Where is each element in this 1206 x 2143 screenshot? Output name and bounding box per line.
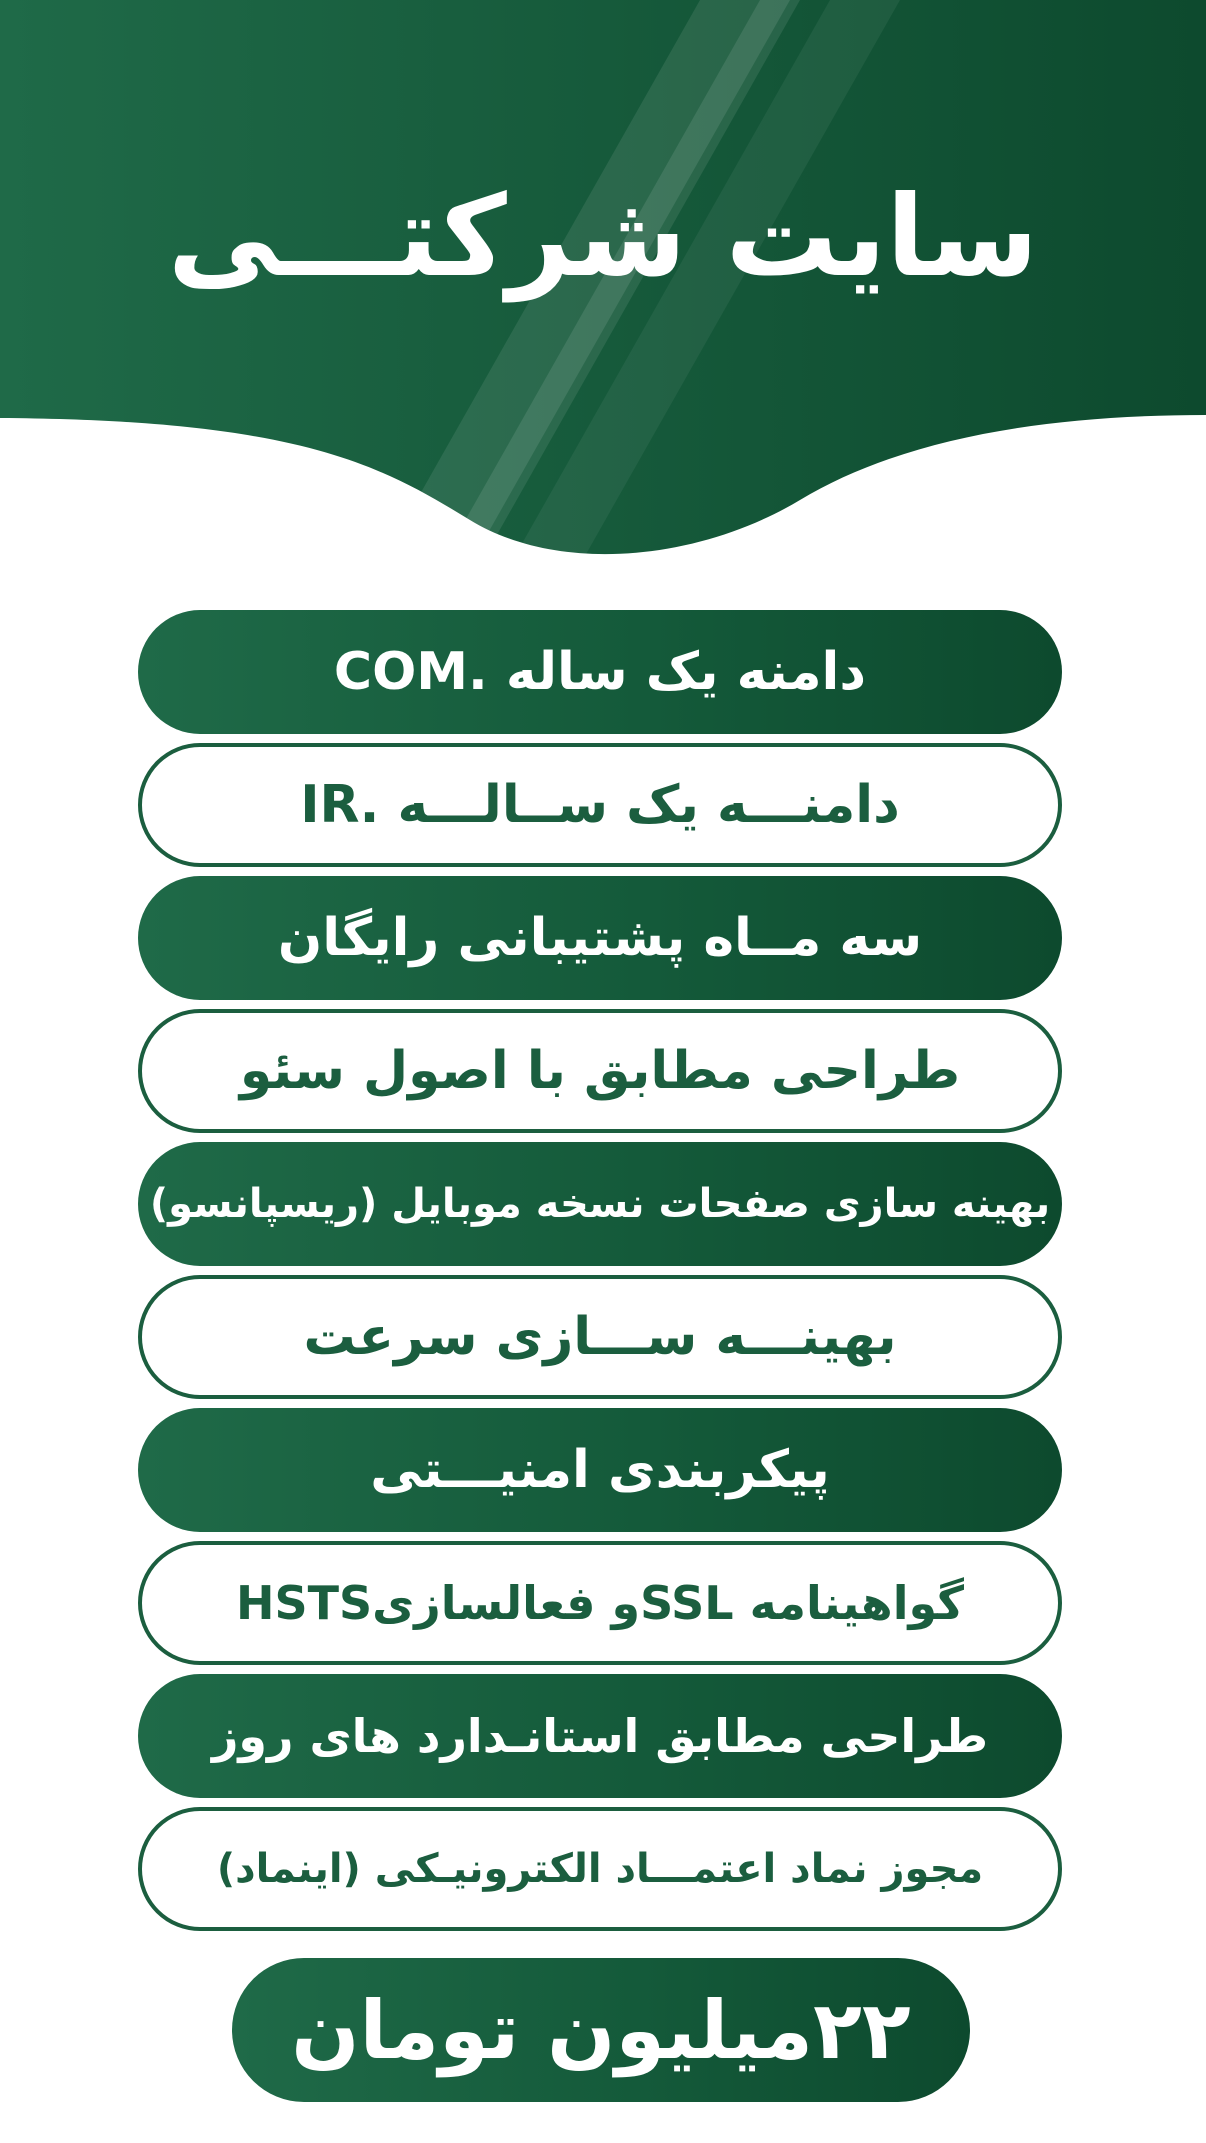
- feature-mobile-responsive: بهینه سازی صفحات نسخه موبایل (ریسپانسو): [138, 1142, 1062, 1266]
- header-banner: [0, 0, 1206, 600]
- feature-ir-domain: دامنـــه یک ســالـــه .IR: [138, 743, 1062, 867]
- feature-speed-optimization: بهینـــه ســـازی سرعت: [138, 1275, 1062, 1399]
- feature-com-domain: دامنه یک ساله .COM: [138, 610, 1062, 734]
- feature-security-config: پیکربندی امنیـــتی: [138, 1408, 1062, 1532]
- feature-enamad: مجوز نماد اعتمـــاد الکترونیـکی (اینماد): [138, 1807, 1062, 1931]
- feature-list: [138, 610, 1062, 1940]
- feature-seo-design: طراحی مطابق با اصول سئو: [138, 1009, 1062, 1133]
- feature-modern-standards: طراحی مطابق استانـدارد های روز: [138, 1674, 1062, 1798]
- feature-ssl-hsts: گواهینامه SSLو فعالسازیHSTS: [138, 1541, 1062, 1665]
- price-badge: ۲۲میلیون تومان: [232, 1958, 970, 2102]
- feature-free-support: سه مــاه پشتیبانی رایگان: [138, 876, 1062, 1000]
- page-title: سایت شرکتـــی: [167, 172, 1039, 302]
